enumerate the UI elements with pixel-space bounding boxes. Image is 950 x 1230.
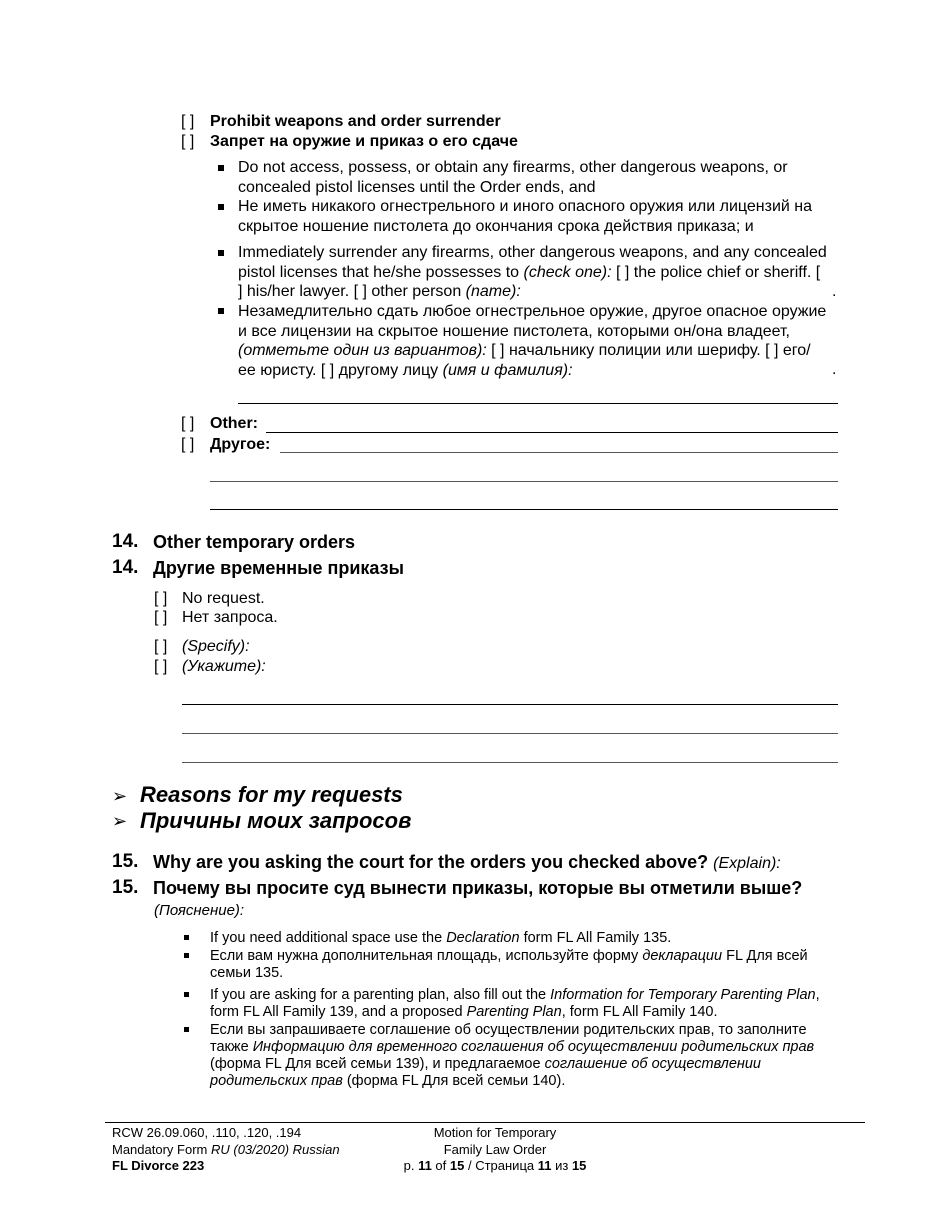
specify-input-line-3[interactable] [182, 762, 838, 763]
other-label-ru: Другое: [210, 436, 271, 453]
note-2: Если вам нужна дополнительная площадь, используйте форму декларации FL Для всей семьи 135. [210, 948, 808, 981]
section-14-title-ru: Другие временные приказы [153, 558, 404, 578]
arrow-icon: ➢ [112, 786, 128, 806]
footer-center [395, 1125, 595, 1175]
weapons-title-ru: Запрет на оружие и приказ о его сдаче [210, 133, 518, 150]
weapons-checkbox-en[interactable]: [ ] [181, 113, 195, 130]
footer-divider [105, 1122, 865, 1123]
note-1: If you need additional space use the Declaration form FL All Family 135. [210, 930, 672, 946]
footer-form-id: FL Divorce 223 [112, 1158, 205, 1173]
section-14-number: 14. [112, 531, 139, 552]
weapons-bullet-1: Do not access, possess, or obtain any firearms, other dangerous weapons, or concealed pistol licenses until the Order ends, and [238, 159, 788, 196]
other-checkbox-en[interactable]: [ ] [181, 415, 195, 432]
other-label-en: Other: [210, 415, 258, 432]
weapons-bullet-3: Immediately surrender any firearms, other dangerous weapons, and any concealed pistol licenses that he/she possesses to (check one): [ ] the police chief or sheriff. [ ] his/her lawyer. [ ] other person (name): [238, 244, 827, 300]
note-3: If you are asking for a parenting plan, also fill out the Information for Temporary Parenting Plan, form FL All Family 139, and a proposed Parenting Plan, form FL All Family 140. [210, 987, 820, 1020]
reasons-title-ru: Причины моих запросов [140, 808, 412, 833]
specify-label-ru: (Укажите): [182, 658, 266, 675]
bullet-icon [218, 250, 224, 256]
bullet-icon [218, 308, 224, 314]
specify-label-en: (Specify): [182, 638, 250, 655]
section-15-number: 15. [112, 877, 139, 898]
section-15-explain-ru: (Пояснение): [154, 902, 245, 919]
footer-title-1: Motion for Temporary [433, 1125, 557, 1140]
arrow-icon: ➢ [112, 811, 128, 831]
reasons-title-en: Reasons for my requests [140, 782, 403, 807]
specify-input-line-1[interactable] [182, 704, 838, 705]
no-request-label-en: No request. [182, 590, 265, 607]
specify-input-line-2[interactable] [182, 733, 838, 734]
section-15-question-ru: Почему вы просите суд вынести приказы, которые вы отметили выше? [153, 878, 803, 898]
no-request-label-ru: Нет запроса. [182, 609, 278, 626]
bullet-icon [184, 935, 189, 940]
other-checkbox-ru[interactable]: [ ] [181, 436, 195, 453]
bullet-icon [184, 992, 189, 997]
section-15-question-en: Why are you asking the court for the orders you checked above? (Explain): [153, 852, 781, 872]
section-14-number: 14. [112, 557, 139, 578]
bullet-icon [218, 204, 224, 210]
weapons-title-en: Prohibit weapons and order surrender [210, 113, 501, 130]
footer-page-number: p. 11 of 15 / Страница 11 из 15 [403, 1158, 587, 1173]
other-input-line-1[interactable] [266, 432, 838, 433]
footer-mandatory: Mandatory Form RU (03/2020) Russian [112, 1141, 340, 1157]
bullet-icon [218, 165, 224, 171]
weapons-checkbox-ru[interactable]: [ ] [181, 133, 195, 150]
specify-checkbox-en[interactable]: [ ] [154, 638, 168, 655]
footer-title-2: Family Law Order [443, 1141, 547, 1157]
other-input-line-4[interactable] [210, 509, 838, 510]
bullet-icon [184, 1027, 189, 1032]
weapons-bullet-2: Не иметь никакого огнестрельного и иного опасного оружия или лицензий на скрытое ношение пистолета до окончания срока действия приказа; и [238, 198, 813, 235]
bullet-icon [184, 953, 189, 958]
weapons-b3-period: . [832, 283, 837, 300]
weapons-bullet-4: Незамедлительно сдать любое огнестрельное оружие, другое опасное оружие и все лицензии на скрытое ношение пистолета, которыми он/она владеет, (отметьте один из вариантов): [ ] начальнику полиции или шерифу. [ ] его/ее юристу. [ ] другому лицу (имя и фамилия): [238, 303, 827, 379]
specify-checkbox-ru[interactable]: [ ] [154, 658, 168, 675]
weapons-b4-period: . [832, 361, 837, 378]
footer-left [112, 1125, 340, 1175]
section-15-number: 15. [112, 851, 139, 872]
other-person-name-line[interactable] [238, 403, 838, 404]
other-input-line-3[interactable] [210, 481, 838, 482]
no-request-checkbox-en[interactable]: [ ] [154, 590, 168, 607]
no-request-checkbox-ru[interactable]: [ ] [154, 609, 168, 626]
other-input-line-2[interactable] [280, 452, 838, 453]
section-14-title-en: Other temporary orders [153, 532, 356, 552]
note-4: Если вы запрашиваете соглашение об осуществлении родительских прав, то заполните также Информацию для временного соглашения об осуществлении родительских прав (форма FL Для всей семьи 139), и предлагаемое соглашение об осуществлении родительских прав (форма FL Для всей семьи 140). [210, 1022, 815, 1089]
footer-rcw: RCW 26.09.060, .110, .120, .194 [112, 1125, 302, 1140]
